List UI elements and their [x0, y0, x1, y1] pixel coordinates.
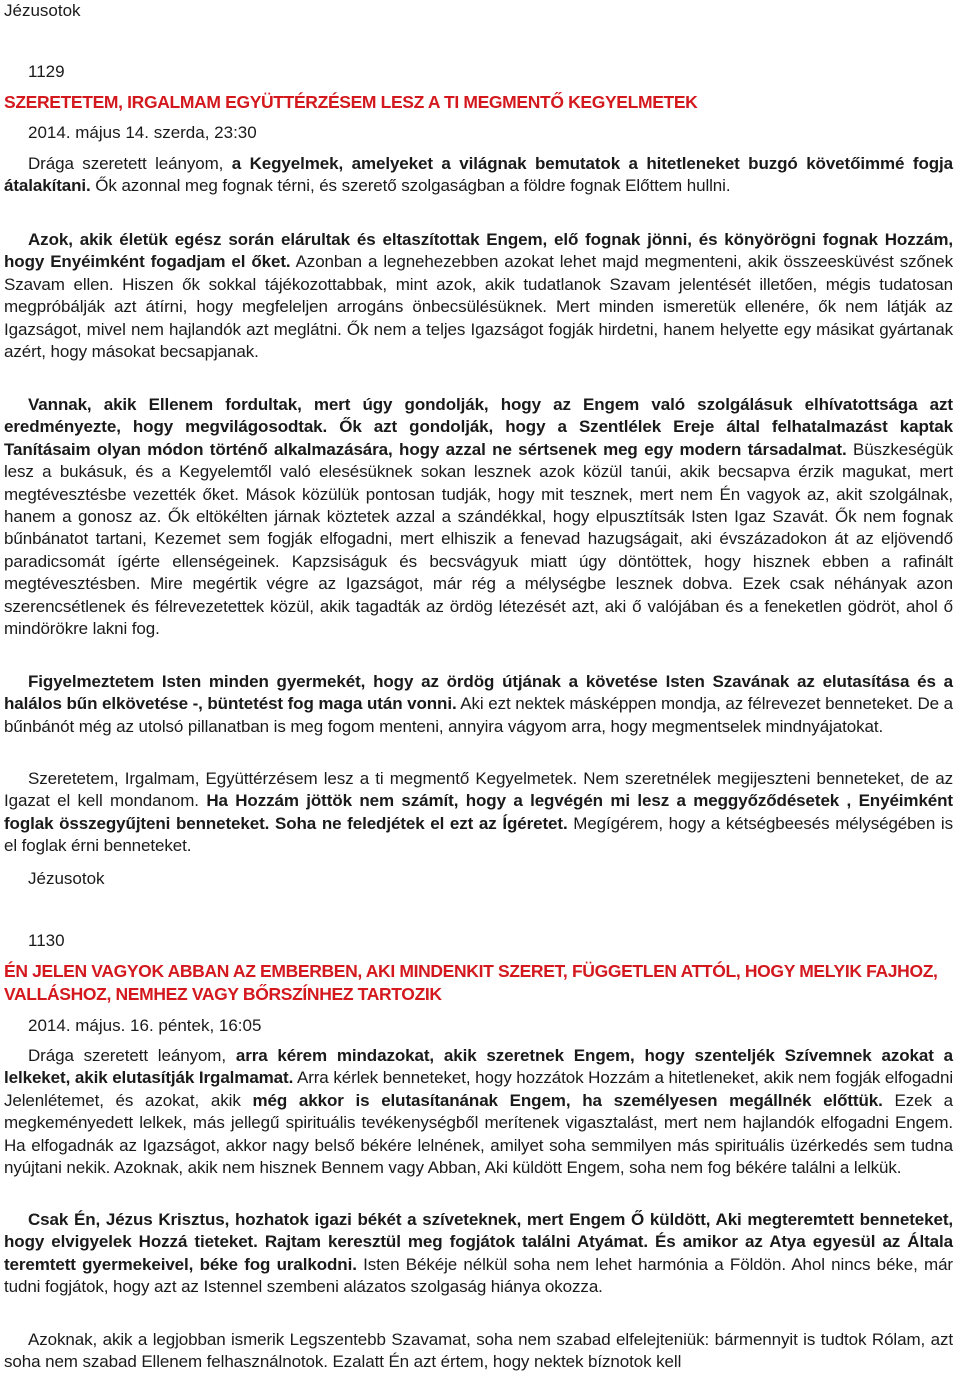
message-title: SZERETETEM, IRGALMAM EGYÜTTÉRZÉSEM LESZ A TI MEGMENTŐ KEGYELMETEK	[4, 92, 698, 112]
bold-text-run: Figyelmeztetem Isten minden gyermekét, hogy az ördög útjának a követése Isten Szavának az elutasítása és a halálos bűn elkövetése -, büntetést fog maga után vonni.	[4, 672, 953, 714]
text-run: Megígérem, hogy a kétségbeesés mélységében is el foglak érni benneteket.	[4, 813, 953, 856]
message-date: 2014. május 14. szerda, 23:30	[28, 123, 257, 142]
message-paragraph	[4, 153, 953, 198]
text-run: Drága szeretett leányom,	[28, 154, 232, 173]
text-run: Szeretetem, Irgalmam, Együttérzésem lesz a ti megmentő Kegyelmetek. Nem szeretnélek megijeszteni benneteket, de az Igazat el kell mondanom.	[4, 769, 953, 811]
text-run: Drága szeretett leányom,	[28, 1046, 236, 1065]
text-run: Azoknak, akik a legjobban ismerik Legszentebb Szavamat, soha nem szabad elfelejteniük: bármennyit is tudtok Rólam, azt soha nem szabad Ellenem felhasználnotok. Ezalatt Én azt értem, hogy nektek bíznotok kell	[4, 1330, 953, 1372]
bold-text-run: Vannak, akik Ellenem fordultak, mert úgy gondolják, hogy az Engem való szolgálásuk elhívatottsága azt eredményezte, hogy megvilágosodtak. Ők azt gondolják, hogy a Szentlélek Ereje által felhatalmazást kaptak Tanításaim olyan módon történő alkalmazására, hogy azzal ne sértsenek meg egy modern társadalmat.	[4, 395, 953, 459]
text-run: Arra kérlek benneteket, hogy hozzátok Hozzám a hitetleneket, akik nem fogják elfogadni Jelenlétemet, és azokat, akik	[4, 1068, 954, 1110]
message-paragraph	[4, 1045, 953, 1179]
message-paragraph	[4, 768, 953, 858]
text-run: Azonban a legnehezebben azokat lehet majd megmenteni, akik összeesküvést szőnek Szavam ellen. Hiszen ők sokkal tájékozottabbak, mint azok, akik tudatlanok Szavam jelentését illetően, mégis tudatosan megpróbálják azt átírni, hogy megfeleljen arrogáns önbecsülésüknek. Mert minden ismeretük ellenére, ők nem látják az Igazságot, mivel nem hajlandók azt meglátni. Ők nem a teljes Igazságot fogják hirdetni, hanem helyette egy másikat gyártanak azért, hogy másokat becsapjanak.	[4, 252, 953, 362]
message-date: 2014. május. 16. péntek, 16:05	[28, 1016, 262, 1035]
message-paragraph	[4, 229, 953, 363]
message-paragraph	[4, 671, 953, 738]
message-title: ÉN JELEN VAGYOK ABBAN AZ EMBERBEN, AKI MINDENKIT SZERET, FÜGGETLEN ATTÓL, HOGY MELYIK FAJHOZ, VALLÁSHOZ, NEMHEZ VAGY BŐRSZÍNHEZ TARTOZIK	[4, 961, 938, 1004]
bold-text-run: még akkor is elutasítanának Engem, ha személyesen megállnék előttük.	[252, 1090, 883, 1110]
text-run: Isten Békéje nélkül soha nem lehet harmónia a Földön. Ahol nincs béke, már tudni fogjátok, hogy azt az Istennel szembeni alázatos szolgaság hiánya okozza.	[4, 1254, 953, 1297]
message-number: 1129	[28, 62, 65, 81]
text-run: Büszkeségük lesz a bukásuk, és a Kegyelemtől való elesésüknek sokan lesznek azok közül tanúi, akik becsapva érzik magukat, mert megtévesztésbe vezették őket. Mások közülük pontosan tudják, hogy mit tesznek, mert nem Én vagyok az, akit szolgálnak, hanem a gonosz az. Ők eltökélten járnak köztetek azzal a szándékkal, hogy elpusztítsák Isten Igaz Szavát. Ők nem fognak bűnbánatot tartani, Kezemet sem fogják elfogadni, mert elhiszik a fenevad hazugságait, aki évszázadokon át az eljövendő paradicsomát ígérte ellenségeinek. Kapzsiságuk és becsvágyuk miatt úgy döntöttek, hogy hisznek ebben a rafinált megtévesztésben. Mire megértik végre az Igazságot, már rég a mélységbe lesznek dobva. Ezek csak néhányak azon szerencsétlenek és félrevezetettek közül, akik tagadták az ördög létezését azt, aki ő valójában és a feneketlen gödröt, ahol ő mindörökre lakni fog.	[4, 439, 953, 639]
header-label: Jézusotok	[4, 1, 81, 20]
bold-text-run: Azok, akik életük egész során elárultak és eltaszítottak Engem, elő fognak jönni, és könyörögni fognak Hozzám, hogy Enyéimként fogadjam el őket.	[4, 230, 953, 272]
bold-text-run: a Kegyelmek, amelyeket a világnak bemutatok a hitetleneket buzgó követőimmé fogja átalakítani.	[4, 154, 953, 196]
text-run: Ezek a megkeményedett lelkek, más jellegű spirituális tevékenységből merítenek vigasztalást, mert nem hajlandók elfogadni Engem. Ha elfogadnák az Igazságot, akkor nagy belső békére lelnének, amilyet soha semmilyen más spirituális üzérkedés sem tudna nyújtani nekik. Azoknak, akik nem hisznek Bennem vagy Abban, Aki küldött Engem, soha nem fog békére találni a lelkük.	[4, 1090, 953, 1178]
bold-text-run: Csak Én, Jézus Krisztus, hozhatok igazi békét a szíveteknek, mert Engem Ő küldött, Aki megteremtett benneteket, hogy elvigyelek Hozzá tieteket. Rajtam keresztül meg fogjátok találni Atyámat. És amikor az Atya egyesül az Általa teremtett gyermekeivel, béke fog uralkodni.	[4, 1210, 953, 1274]
message-paragraph	[4, 394, 953, 640]
message-signature: Jézusotok	[28, 869, 105, 888]
bold-text-run: arra kérem mindazokat, akik szeretnek Engem, hogy szenteljék Szívemnek azokat a lelkeket, akik elutasítják Irgalmamat.	[4, 1046, 953, 1088]
message-paragraph	[4, 1209, 953, 1299]
bold-text-run: Ha Hozzám jöttök nem számít, hogy a legvégén mi lesz a meggyőződésetek , Enyéimként foglak összegyűjteni benneteket. Soha ne feledjétek el ezt az Ígéretet.	[4, 791, 953, 833]
text-run: Aki ezt nektek másképpen mondja, az félrevezet benneteket. De a bűnbánót még az utolsó pillanatban is meg fogom menteni, annyira vágyom arra, hogy megmentselek mindnyájatokat.	[4, 694, 954, 736]
text-run: Ők azonnal meg fognak térni, és szerető szolgaságban a földre fognak Előttem hullni.	[90, 176, 731, 196]
message-paragraph	[4, 1329, 953, 1374]
message-number: 1130	[28, 931, 65, 950]
